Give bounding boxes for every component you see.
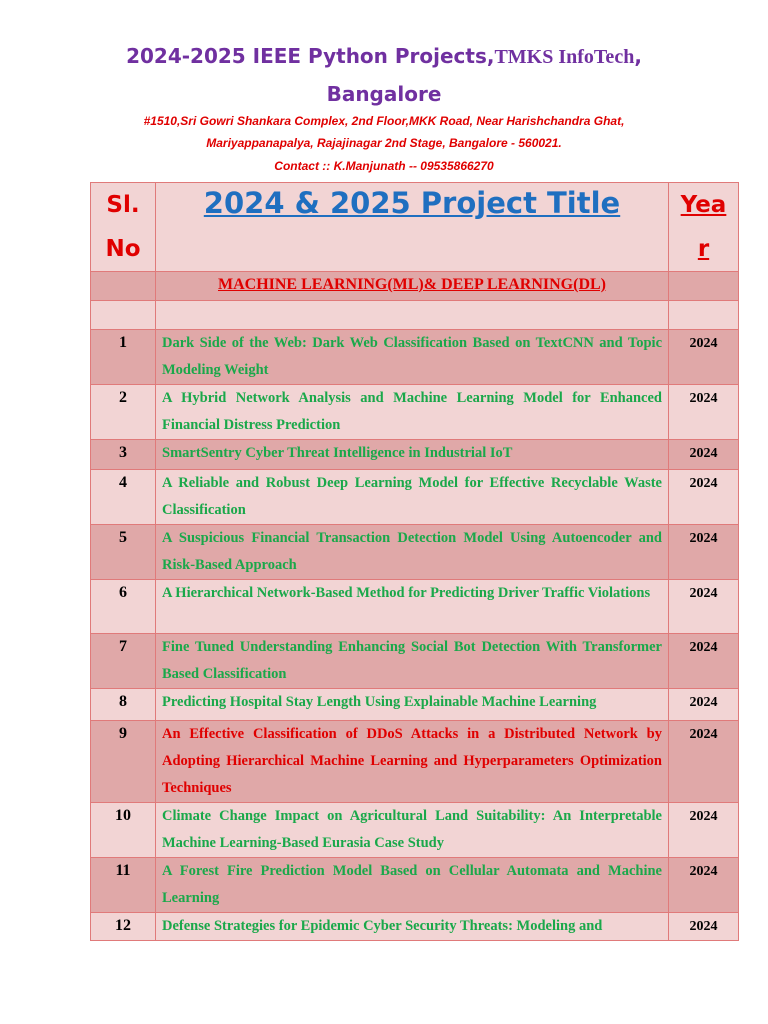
row-project-title: Predicting Hospital Stay Length Using Explainable Machine Learning: [156, 689, 669, 721]
table-row: [91, 470, 739, 525]
row-year: 2024: [669, 580, 739, 634]
table-row: [91, 721, 739, 803]
section-sl-cell: [91, 272, 156, 301]
document-title: [0, 44, 768, 69]
row-number: 3: [91, 440, 156, 470]
section-heading: MACHINE LEARNING(ML)& DEEP LEARNING(DL): [156, 272, 669, 301]
row-number: 8: [91, 689, 156, 721]
row-year: 2024: [669, 525, 739, 580]
table-row: [91, 330, 739, 385]
section-year-cell: [669, 272, 739, 301]
header-year-text-1: Yea: [680, 192, 727, 218]
title-main: 2024-2025 IEEE Python Projects,: [126, 44, 495, 68]
row-number: 4: [91, 470, 156, 525]
header-sl-text: Sl.: [106, 192, 140, 218]
table-row: [91, 803, 739, 858]
table-row: [91, 858, 739, 913]
project-rows: [91, 330, 739, 941]
header-year: [669, 183, 739, 272]
table-row: [91, 440, 739, 470]
row-project-title: Climate Change Impact on Agricultural Land Suitability: An Interpretable Machine Learning-Based Eurasia Case Study: [156, 803, 669, 858]
contact-line: Contact :: K.Manjunath -- 09535866270: [274, 159, 494, 173]
row-project-title: Fine Tuned Understanding Enhancing Social Bot Detection With Transformer Based Classification: [156, 634, 669, 689]
header-project-title: [156, 183, 669, 272]
row-number: 7: [91, 634, 156, 689]
row-number: 5: [91, 525, 156, 580]
row-year: 2024: [669, 721, 739, 803]
section-row: [91, 272, 739, 301]
row-project-title: A Hybrid Network Analysis and Machine Learning Model for Enhanced Financial Distress Prediction: [156, 385, 669, 440]
row-project-title: A Hierarchical Network-Based Method for Predicting Driver Traffic Violations: [156, 580, 669, 634]
table-row: [91, 580, 739, 634]
row-year: 2024: [669, 634, 739, 689]
table-row: [91, 634, 739, 689]
row-number: 11: [91, 858, 156, 913]
header-title-text: 2024 & 2025 Project Title: [203, 186, 621, 220]
table-row: [91, 913, 739, 941]
document-city: Bangalore: [326, 82, 442, 106]
row-year: 2024: [669, 913, 739, 941]
blank-cell: [669, 301, 739, 330]
row-number: 10: [91, 803, 156, 858]
header-year-text-2: r: [697, 236, 710, 262]
blank-row: [91, 301, 739, 330]
row-year: 2024: [669, 385, 739, 440]
projects-table: [90, 182, 739, 941]
blank-cell: [91, 301, 156, 330]
row-number: 6: [91, 580, 156, 634]
row-number: 12: [91, 913, 156, 941]
row-project-title: A Reliable and Robust Deep Learning Model for Effective Recyclable Waste Classification: [156, 470, 669, 525]
address-line-2: Mariyappanapalya, Rajajinagar 2nd Stage, Bangalore - 560021.: [206, 136, 562, 150]
row-project-title: A Forest Fire Prediction Model Based on Cellular Automata and Machine Learning: [156, 858, 669, 913]
row-project-title: An Effective Classification of DDoS Attacks in a Distributed Network by Adopting Hierarchical Machine Learning and Hyperparameters Optimization Techniques: [156, 721, 669, 803]
row-project-title: SmartSentry Cyber Threat Intelligence in Industrial IoT: [156, 440, 669, 470]
row-year: 2024: [669, 330, 739, 385]
table-row: [91, 385, 739, 440]
header-sl-no: [91, 183, 156, 272]
row-year: 2024: [669, 803, 739, 858]
table-header-row: [91, 183, 739, 272]
row-project-title: Dark Side of the Web: Dark Web Classification Based on TextCNN and Topic Modeling Weight: [156, 330, 669, 385]
address-line-1: #1510,Sri Gowri Shankara Complex, 2nd Floor,MKK Road, Near Harishchandra Ghat,: [143, 114, 625, 128]
row-year: 2024: [669, 440, 739, 470]
row-number: 1: [91, 330, 156, 385]
header-no-text: No: [105, 236, 141, 262]
company-name: TMKS InfoTech: [494, 46, 635, 68]
row-year: 2024: [669, 689, 739, 721]
blank-cell: [156, 301, 669, 330]
row-project-title: Defense Strategies for Epidemic Cyber Security Threats: Modeling and: [156, 913, 669, 941]
row-number: 9: [91, 721, 156, 803]
row-project-title: A Suspicious Financial Transaction Detection Model Using Autoencoder and Risk-Based Approach: [156, 525, 669, 580]
table-row: [91, 689, 739, 721]
table-row: [91, 525, 739, 580]
row-year: 2024: [669, 858, 739, 913]
title-comma: ,: [634, 44, 642, 68]
row-number: 2: [91, 385, 156, 440]
row-year: 2024: [669, 470, 739, 525]
